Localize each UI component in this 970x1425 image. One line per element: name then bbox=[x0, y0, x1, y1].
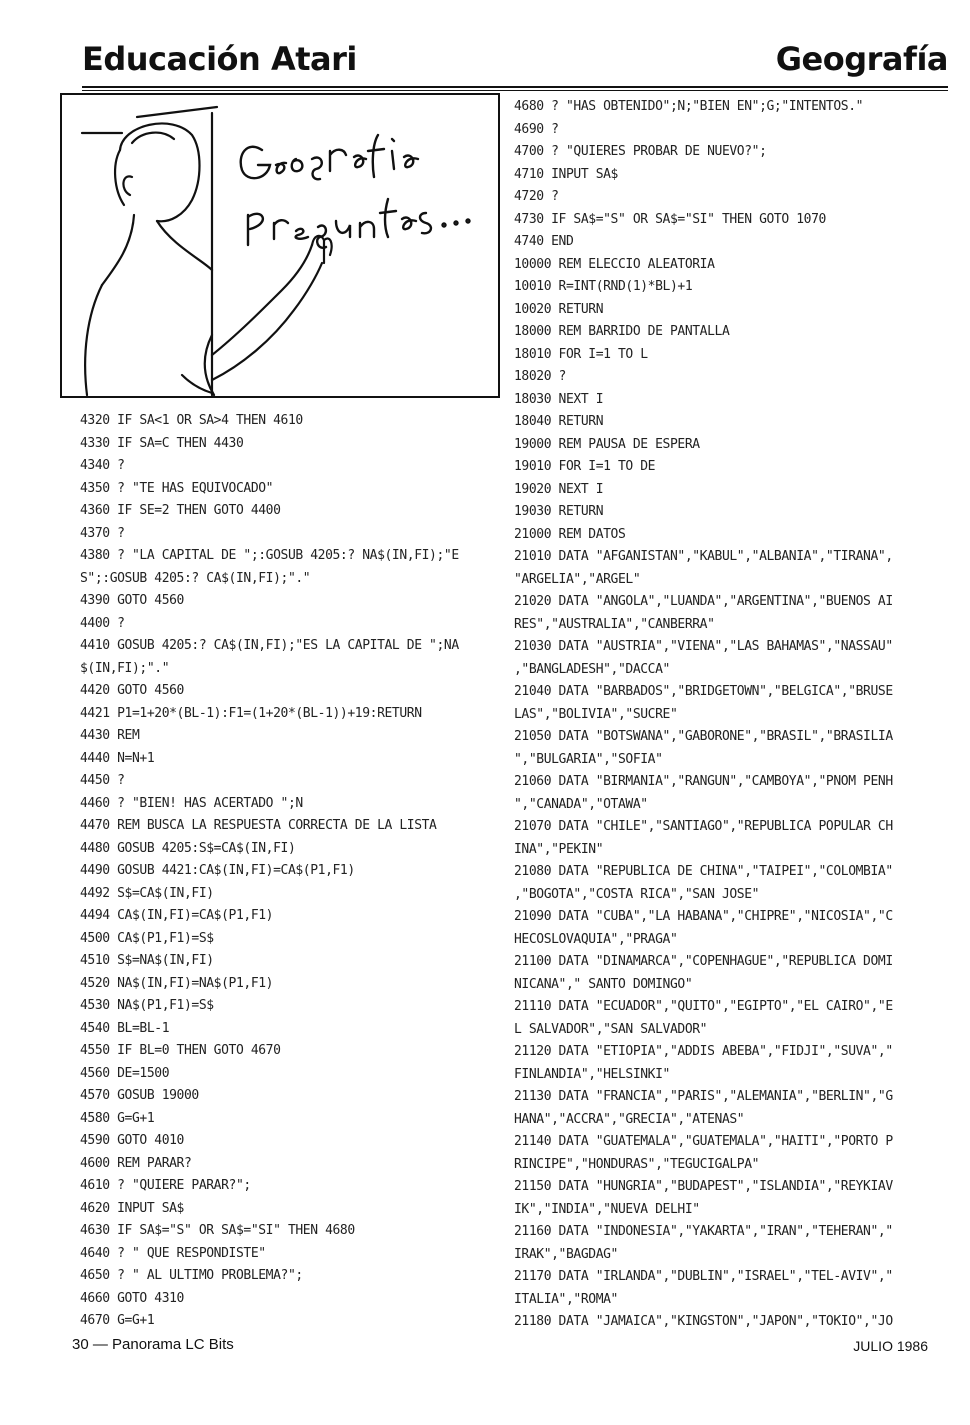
code-line: HECOSLOVAQUIA","PRAGA" bbox=[514, 931, 678, 947]
code-line: 4494 CA$(IN,FI)=CA$(P1,F1) bbox=[80, 908, 274, 923]
code-line: 21150 DATA "HUNGRIA","BUDAPEST","ISLANDIA","REYKIAV bbox=[514, 1179, 893, 1194]
code-line: "ARGELIA","ARGEL" bbox=[514, 571, 641, 587]
code-line: S";:GOSUB 4205:? CA$(IN,FI);"." bbox=[80, 570, 311, 586]
code-line: 4500 CA$(P1,F1)=S$ bbox=[80, 930, 214, 946]
code-line: 21130 DATA "FRANCIA","PARIS","ALEMANIA","BERLIN","G bbox=[514, 1089, 893, 1104]
code-line: 21040 DATA "BARBADOS","BRIDGETOWN","BELGICA","BRUSE bbox=[514, 684, 893, 699]
code-line: 10010 R=INT(RND(1)*BL)+1 bbox=[514, 279, 693, 294]
boy-pointing-illustration bbox=[62, 95, 498, 396]
code-line: 21090 DATA "CUBA","LA HABANA","CHIPRE","NICOSIA","C bbox=[514, 909, 893, 924]
code-line: ,"BANGLADESH","DACCA" bbox=[514, 661, 670, 677]
code-line: 4490 GOSUB 4421:CA$(IN,FI)=CA$(P1,F1) bbox=[80, 863, 355, 878]
code-line: ,"BOGOTA","COSTA RICA","SAN JOSE" bbox=[514, 886, 760, 902]
code-line: 4370 ? bbox=[80, 525, 125, 541]
code-line: 18010 FOR I=1 TO L bbox=[514, 346, 648, 362]
code-line: 21160 DATA "INDONESIA","YAKARTA","IRAN","TEHERAN"," bbox=[514, 1224, 893, 1239]
header-rule-thin bbox=[82, 90, 948, 91]
code-line: 4690 ? bbox=[514, 121, 559, 137]
code-line: 4730 IF SA$="S" OR SA$="SI" THEN GOTO 1070 bbox=[514, 211, 826, 227]
code-line: 21180 DATA "JAMAICA","KINGSTON","JAPON","TOKIO","JO bbox=[514, 1314, 893, 1329]
code-line: RES","AUSTRALIA","CANBERRA" bbox=[514, 616, 715, 632]
code-line: 4421 P1=1+20*(BL-1):F1=(1+20*(BL-1))+19:RETURN bbox=[80, 705, 422, 721]
code-line: 4720 ? bbox=[514, 189, 559, 204]
code-line: 18000 REM BARRIDO DE PANTALLA bbox=[514, 324, 730, 339]
code-line: 4400 ? bbox=[80, 615, 125, 631]
code-line: 4590 GOTO 4010 bbox=[80, 1133, 184, 1148]
code-line: 19000 REM PAUSA DE ESPERA bbox=[514, 436, 700, 452]
code-line: 21010 DATA "AFGANISTAN","KABUL","ALBANIA","TIRANA", bbox=[514, 549, 893, 564]
code-line: 21070 DATA "CHILE","SANTIAGO","REPUBLICA POPULAR CH bbox=[514, 819, 893, 834]
code-line: 4670 G=G+1 bbox=[80, 1313, 155, 1328]
code-listing-left bbox=[80, 410, 500, 1333]
code-line: 4610 ? "QUIERE PARAR?"; bbox=[80, 1178, 251, 1193]
code-line: L SALVADOR","SAN SALVADOR" bbox=[514, 1021, 708, 1037]
code-line: 4740 END bbox=[514, 234, 574, 249]
code-line: 4350 ? "TE HAS EQUIVOCADO" bbox=[80, 480, 274, 496]
section-title: Educación Atari bbox=[82, 40, 357, 78]
code-line: 4320 IF SA<1 OR SA>4 THEN 4610 bbox=[80, 413, 303, 428]
page-header bbox=[82, 38, 948, 88]
header-rule bbox=[82, 86, 948, 88]
code-line: 21120 DATA "ETIOPIA","ADDIS ABEBA","FIDJI","SUVA"," bbox=[514, 1044, 893, 1059]
code-line: 4330 IF SA=C THEN 4430 bbox=[80, 435, 244, 451]
code-line: 19030 RETURN bbox=[514, 504, 604, 519]
code-line: 19020 NEXT I bbox=[514, 481, 604, 497]
code-line: 21030 DATA "AUSTRIA","VIENA","LAS BAHAMAS","NASSAU" bbox=[514, 639, 893, 654]
code-line: 4460 ? "BIEN! HAS ACERTADO ";N bbox=[80, 795, 303, 811]
code-line: 4560 DE=1500 bbox=[80, 1065, 170, 1081]
code-line: 10020 RETURN bbox=[514, 301, 604, 317]
code-line: 4550 IF BL=0 THEN GOTO 4670 bbox=[80, 1043, 281, 1058]
code-line: HANA","ACCRA","GRECIA","ATENAS" bbox=[514, 1111, 745, 1127]
footer-date: JULIO 1986 bbox=[853, 1338, 928, 1354]
code-line: LAS","BOLIVIA","SUCRE" bbox=[514, 706, 678, 722]
code-line: 4390 GOTO 4560 bbox=[80, 593, 184, 608]
code-line: 4520 NA$(IN,FI)=NA$(P1,F1) bbox=[80, 975, 274, 991]
code-line: 21050 DATA "BOTSWANA","GABORONE","BRASIL","BRASILIA bbox=[514, 729, 893, 744]
code-line: 21080 DATA "REPUBLICA DE CHINA","TAIPEI","COLOMBIA" bbox=[514, 864, 893, 879]
code-line: 21100 DATA "DINAMARCA","COPENHAGUE","REPUBLICA DOMI bbox=[514, 954, 893, 969]
code-line: 4700 ? "QUIERES PROBAR DE NUEVO?"; bbox=[514, 144, 767, 159]
code-line: 4380 ? "LA CAPITAL DE ";:GOSUB 4205:? NA$(IN,FI);"E bbox=[80, 548, 459, 563]
code-line: 4440 N=N+1 bbox=[80, 750, 155, 766]
code-line: ","BULGARIA","SOFIA" bbox=[514, 751, 663, 767]
code-line: 4650 ? " AL ULTIMO PROBLEMA?"; bbox=[80, 1268, 303, 1283]
code-line: 4410 GOSUB 4205:? CA$(IN,FI);"ES LA CAPITAL DE ";NA bbox=[80, 638, 459, 653]
code-line: ITALIA","ROMA" bbox=[514, 1291, 618, 1307]
code-line: IRAK","BAGDAG" bbox=[514, 1246, 618, 1262]
code-line: 4680 ? "HAS OBTENIDO";N;"BIEN EN";G;"INTENTOS." bbox=[514, 99, 864, 114]
code-line: 21110 DATA "ECUADOR","QUITO","EGIPTO","EL CAIRO","E bbox=[514, 999, 893, 1014]
code-line: 4340 ? bbox=[80, 458, 125, 473]
code-line: 4430 REM bbox=[80, 728, 140, 743]
code-line: 4600 REM PARAR? bbox=[80, 1155, 192, 1171]
code-line: 4360 IF SE=2 THEN GOTO 4400 bbox=[80, 503, 281, 518]
code-line: ","CANADA","OTAWA" bbox=[514, 796, 648, 812]
code-line: INA","PEKIN" bbox=[514, 841, 604, 857]
code-line: 4470 REM BUSCA LA RESPUESTA CORRECTA DE LA LISTA bbox=[80, 818, 437, 833]
code-line: 4480 GOSUB 4205:S$=CA$(IN,FI) bbox=[80, 840, 296, 856]
code-listing-right bbox=[514, 96, 934, 1334]
code-line: 18040 RETURN bbox=[514, 414, 604, 429]
code-line: 21060 DATA "BIRMANIA","RANGUN","CAMBOYA","PNOM PENH bbox=[514, 774, 893, 789]
code-line: 4640 ? " QUE RESPONDISTE" bbox=[80, 1245, 266, 1261]
code-line: 19010 FOR I=1 TO DE bbox=[514, 459, 656, 474]
code-line: 4630 IF SA$="S" OR SA$="SI" THEN 4680 bbox=[80, 1223, 355, 1238]
code-line: 18020 ? bbox=[514, 369, 566, 384]
article-title: Geografía bbox=[775, 40, 948, 78]
code-line: 4540 BL=BL-1 bbox=[80, 1020, 170, 1036]
code-line: 4420 GOTO 4560 bbox=[80, 683, 184, 698]
code-line: $(IN,FI);"." bbox=[80, 660, 170, 676]
code-line: 10000 REM ELECCIO ALEATORIA bbox=[514, 256, 715, 272]
code-line: IK","INDIA","NUEVA DELHI" bbox=[514, 1201, 700, 1217]
illustration-box bbox=[60, 93, 500, 398]
code-line: 4510 S$=NA$(IN,FI) bbox=[80, 953, 214, 968]
code-line: 4580 G=G+1 bbox=[80, 1110, 155, 1126]
code-line: 21020 DATA "ANGOLA","LUANDA","ARGENTINA","BUENOS AI bbox=[514, 594, 893, 609]
code-line: 4570 GOSUB 19000 bbox=[80, 1088, 199, 1103]
code-line: FINLANDIA","HELSINKI" bbox=[514, 1066, 670, 1082]
code-line: 21000 REM DATOS bbox=[514, 526, 626, 542]
code-line: 4492 S$=CA$(IN,FI) bbox=[80, 885, 214, 901]
code-line: 21170 DATA "IRLANDA","DUBLIN","ISRAEL","TEL-AVIV"," bbox=[514, 1269, 893, 1284]
code-line: NICANA"," SANTO DOMINGO" bbox=[514, 976, 693, 992]
footer-page-number: 30 — Panorama LC Bits bbox=[72, 1336, 234, 1353]
code-line: 4660 GOTO 4310 bbox=[80, 1290, 184, 1306]
code-line: 18030 NEXT I bbox=[514, 391, 604, 407]
code-line: 4450 ? bbox=[80, 773, 125, 788]
code-line: 4620 INPUT SA$ bbox=[80, 1200, 184, 1216]
code-line: 4710 INPUT SA$ bbox=[514, 166, 618, 182]
code-line: 21140 DATA "GUATEMALA","GUATEMALA","HAITI","PORTO P bbox=[514, 1134, 893, 1149]
code-line: 4530 NA$(P1,F1)=S$ bbox=[80, 998, 214, 1013]
code-line: RINCIPE","HONDURAS","TEGUCIGALPA" bbox=[514, 1156, 760, 1172]
